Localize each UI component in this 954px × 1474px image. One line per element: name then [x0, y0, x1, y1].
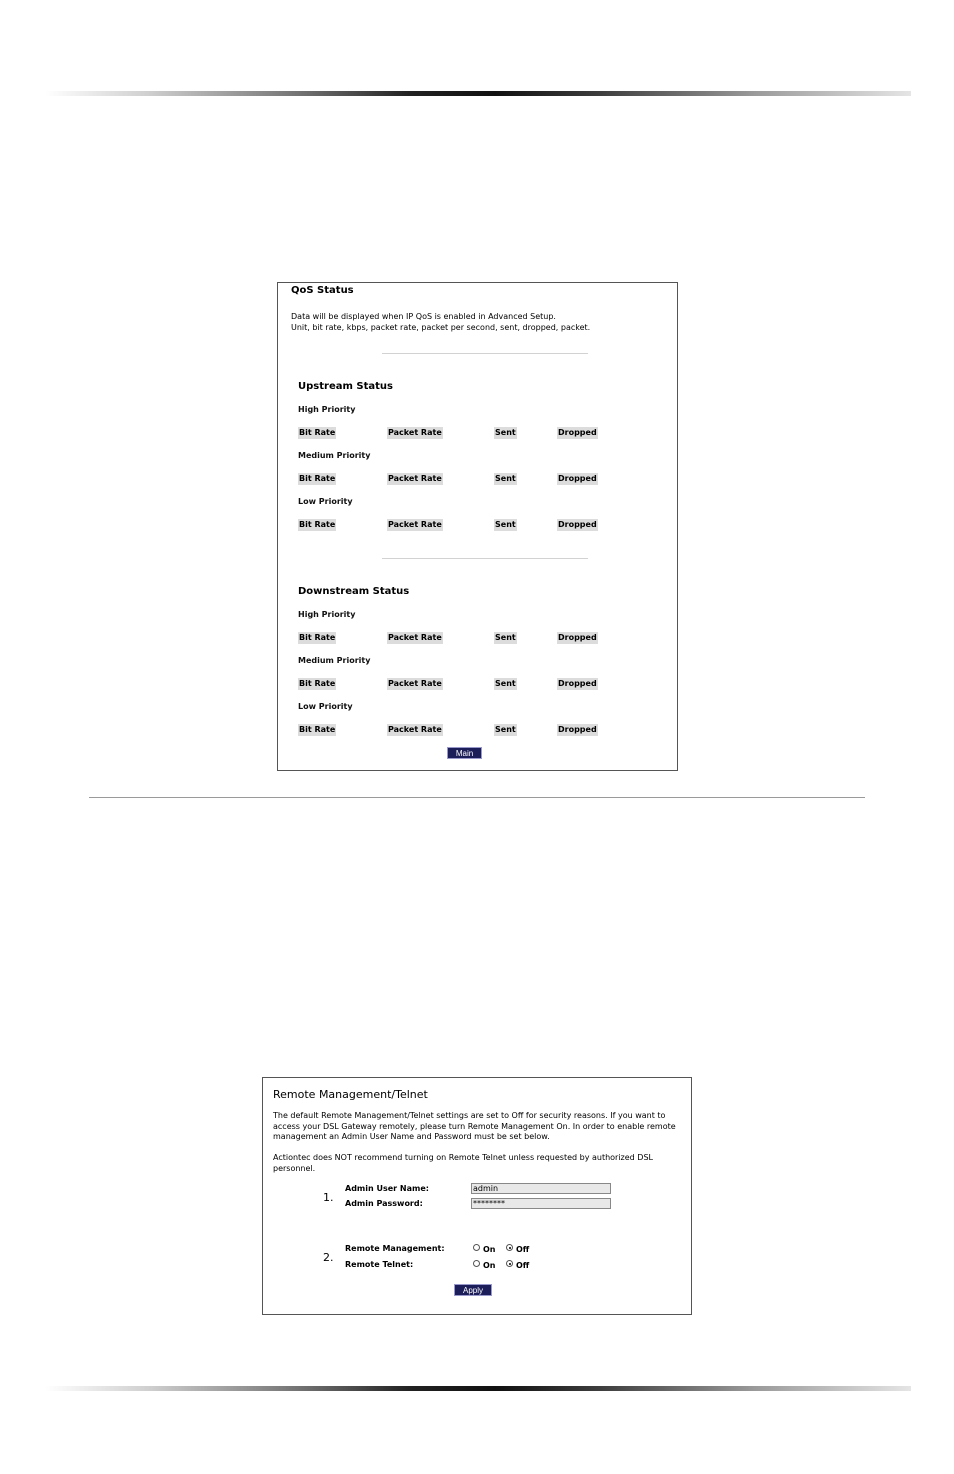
upstream-status-title: Upstream Status [298, 381, 393, 392]
telnet-warning: Actiontec does NOT recommend turning on Remote Telnet unless requested by authorized DSL personnel. [273, 1153, 653, 1173]
column-header-sent: Sent [495, 428, 516, 437]
qos-status-panel [277, 282, 678, 771]
column-header-dropped: Dropped [558, 520, 597, 529]
column-header-packet-rate: Packet Rate [388, 633, 442, 642]
step-number-2: 2. [323, 1251, 334, 1264]
column-header-packet-rate: Packet Rate [388, 474, 442, 483]
column-header-packet-rate: Packet Rate [388, 520, 442, 529]
qos-description: Data will be displayed when IP QoS is enabled in Advanced Setup. [291, 312, 556, 321]
remote-telnet-off-radio[interactable] [506, 1260, 513, 1267]
separator-line [382, 353, 588, 354]
admin-user-name-input[interactable] [471, 1183, 611, 1194]
admin-password-label: Admin Password: [345, 1199, 423, 1208]
high-priority-label: High Priority [298, 405, 356, 414]
admin-user-name-label: Admin User Name: [345, 1184, 429, 1193]
apply-button[interactable]: Apply [454, 1284, 492, 1296]
column-header-packet-rate: Packet Rate [388, 679, 442, 688]
low-priority-label: Low Priority [298, 497, 353, 506]
column-header-dropped: Dropped [558, 679, 597, 688]
section-divider [89, 797, 865, 798]
column-header-bit-rate: Bit Rate [299, 633, 336, 642]
column-header-packet-rate: Packet Rate [388, 725, 442, 734]
column-header-bit-rate: Bit Rate [299, 474, 336, 483]
column-header-dropped: Dropped [558, 428, 597, 437]
remote-telnet-off-label: Off [516, 1261, 530, 1270]
top-decorative-bar [45, 91, 911, 96]
column-header-bit-rate: Bit Rate [299, 428, 336, 437]
remote-management-description: The default Remote Management/Telnet settings are set to Off for security reasons. If you want to access your DSL Gateway remotely, please turn Remote Management On. In order to enable remote management an Admin User Name and Password must be set below. [273, 1111, 676, 1141]
step-number-1: 1. [323, 1191, 334, 1204]
qos-title: QoS Status [291, 285, 354, 296]
column-header-bit-rate: Bit Rate [299, 725, 336, 734]
medium-priority-label: Medium Priority [298, 656, 371, 665]
column-header-bit-rate: Bit Rate [299, 679, 336, 688]
column-header-dropped: Dropped [558, 725, 597, 734]
column-header-sent: Sent [495, 679, 516, 688]
column-header-packet-rate: Packet Rate [388, 428, 442, 437]
remote-management-off-label: Off [516, 1245, 530, 1254]
remote-management-panel [262, 1077, 692, 1315]
column-header-dropped: Dropped [558, 633, 597, 642]
remote-management-off-radio[interactable] [506, 1244, 513, 1251]
column-header-sent: Sent [495, 725, 516, 734]
separator-line [382, 558, 588, 559]
column-header-sent: Sent [495, 520, 516, 529]
main-button[interactable]: Main [447, 747, 482, 759]
bottom-decorative-bar [45, 1386, 911, 1391]
column-header-sent: Sent [495, 474, 516, 483]
admin-password-input[interactable] [471, 1198, 611, 1209]
remote-telnet-on-label: On [483, 1261, 496, 1270]
medium-priority-label: Medium Priority [298, 451, 371, 460]
column-header-bit-rate: Bit Rate [299, 520, 336, 529]
low-priority-label: Low Priority [298, 702, 353, 711]
downstream-status-title: Downstream Status [298, 586, 410, 597]
remote-telnet-label: Remote Telnet: [345, 1260, 414, 1269]
remote-management-on-label: On [483, 1245, 496, 1254]
column-header-dropped: Dropped [558, 474, 597, 483]
remote-management-title: Remote Management/Telnet [273, 1088, 428, 1101]
remote-management-label: Remote Management: [345, 1244, 445, 1253]
remote-management-on-radio[interactable] [473, 1244, 480, 1251]
column-header-sent: Sent [495, 633, 516, 642]
remote-telnet-on-radio[interactable] [473, 1260, 480, 1267]
qos-units-note: Unit, bit rate, kbps, packet rate, packet per second, sent, dropped, packet. [291, 323, 591, 332]
high-priority-label: High Priority [298, 610, 356, 619]
